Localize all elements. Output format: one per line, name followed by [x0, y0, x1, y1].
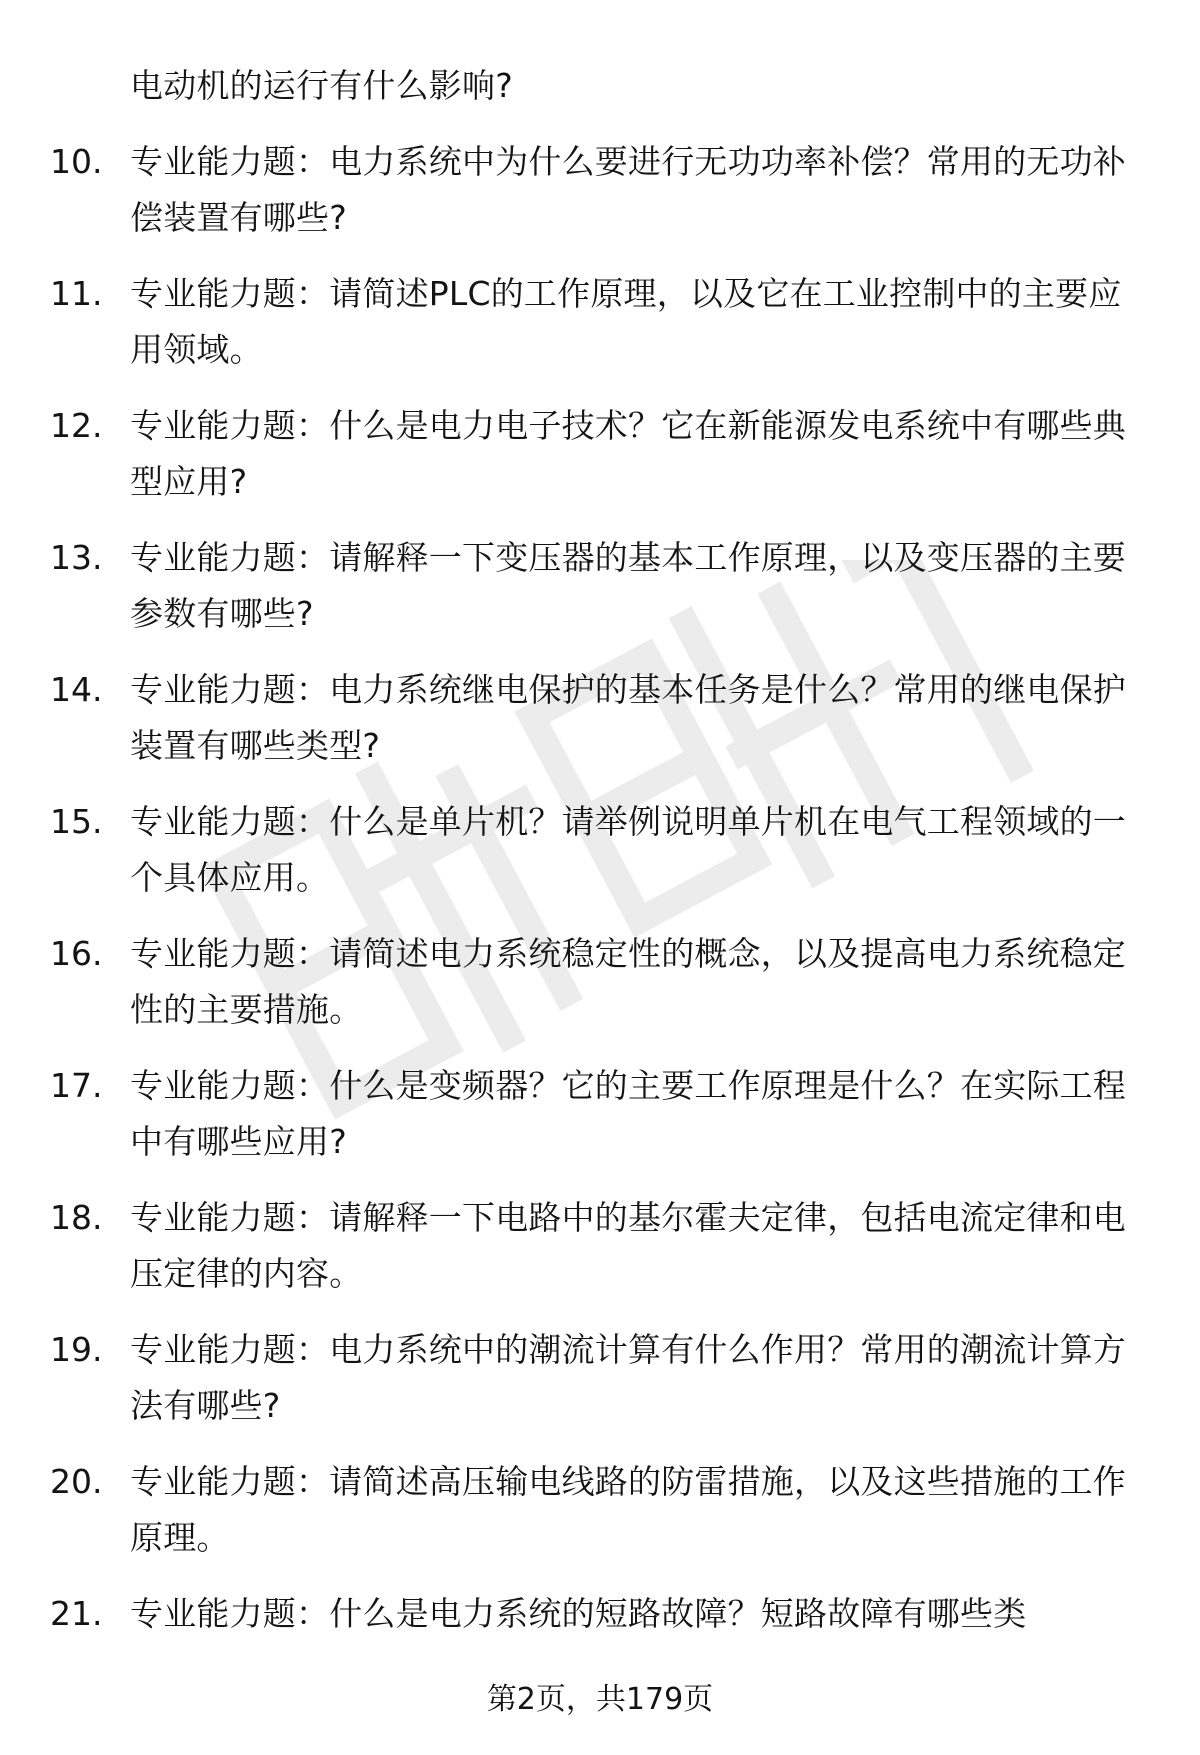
- question-number: 16.: [50, 934, 103, 973]
- list-item: [0, 1190, 1200, 1302]
- question-number: 15.: [50, 802, 103, 841]
- list-item: [0, 1058, 1200, 1170]
- question-number: 21.: [50, 1594, 103, 1633]
- page-number-footer: 第2页，共179页: [486, 1682, 714, 1717]
- question-text: 专业能力题：请简述电力系统稳定性的概念，以及提高电力系统稳定性的主要措施。: [130, 934, 1126, 1029]
- list-item: [0, 926, 1200, 1038]
- question-text: 专业能力题：什么是电力电子技术？它在新能源发电系统中有哪些典型应用?: [130, 406, 1126, 501]
- question-number: 14.: [50, 670, 103, 709]
- list-item: [0, 530, 1200, 642]
- question-text: 专业能力题：请简述高压输电线路的防雷措施，以及这些措施的工作原理。: [130, 1462, 1126, 1557]
- question-text: 专业能力题：什么是变频器？它的主要工作原理是什么？在实际工程中有哪些应用?: [130, 1066, 1126, 1161]
- question-text: 专业能力题：电力系统中的潮流计算有什么作用？常用的潮流计算方法有哪些?: [130, 1330, 1126, 1425]
- question-text: 专业能力题：什么是电力系统的短路故障？短路故障有哪些类: [130, 1594, 1027, 1633]
- question-list-content: [0, 58, 1200, 1698]
- question-list: [0, 134, 1200, 1698]
- question-text: 专业能力题：什么是单片机？请举例说明单片机在电气工程领域的一个具体应用。: [130, 802, 1126, 897]
- question-text: 专业能力题：请解释一下变压器的基本工作原理，以及变压器的主要参数有哪些?: [130, 538, 1126, 633]
- question-text: 专业能力题：请简述PLC的工作原理，以及它在工业控制中的主要应用领域。: [130, 274, 1122, 369]
- list-item: [0, 134, 1200, 246]
- list-item: [0, 1322, 1200, 1434]
- question-text: 专业能力题：请解释一下电路中的基尔霍夫定律，包括电流定律和电压定律的内容。: [130, 1198, 1126, 1293]
- question-number: 13.: [50, 538, 103, 577]
- question-text: 专业能力题：电力系统中为什么要进行无功功率补偿？常用的无功补偿装置有哪些?: [130, 142, 1126, 237]
- question-number: 17.: [50, 1066, 103, 1105]
- list-item: [0, 794, 1200, 906]
- list-item: [0, 1454, 1200, 1566]
- question-number: 18.: [50, 1198, 103, 1237]
- question-text: 专业能力题：电力系统继电保护的基本任务是什么？常用的继电保护装置有哪些类型?: [130, 670, 1126, 765]
- list-item: [0, 398, 1200, 510]
- question-number: 19.: [50, 1330, 103, 1369]
- question-number: 12.: [50, 406, 103, 445]
- list-item: [0, 266, 1200, 378]
- question-number: 10.: [50, 142, 103, 181]
- continued-question-line: 电动机的运行有什么影响?: [130, 66, 513, 105]
- question-number: 11.: [50, 274, 103, 313]
- question-number: 20.: [50, 1462, 103, 1501]
- list-item: [0, 662, 1200, 774]
